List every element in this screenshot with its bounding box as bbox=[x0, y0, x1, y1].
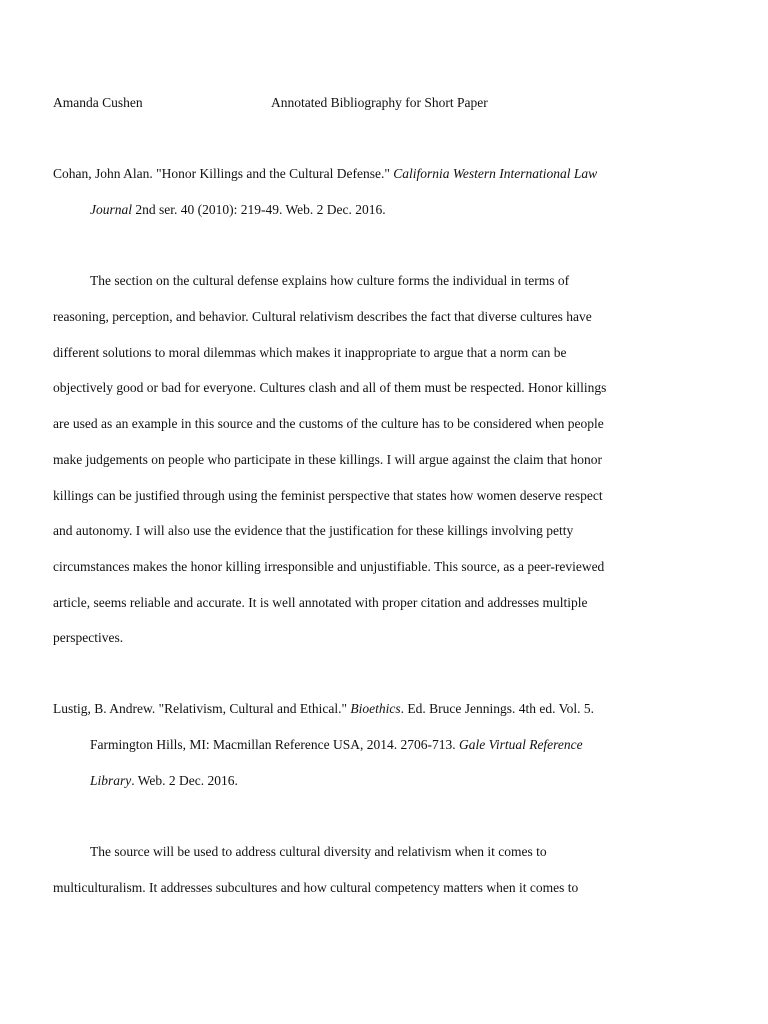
document-title: Annotated Bibliography for Short Paper bbox=[271, 95, 488, 110]
citation-1-journal: California Western International Law bbox=[393, 166, 598, 181]
citation-1-text: Cohan, John Alan. "Honor Killings and the Cultural Defense." bbox=[53, 166, 394, 181]
citation-1-details: 2nd ser. 40 (2010): 219-49. Web. 2 Dec. 2016. bbox=[132, 202, 386, 217]
annotation-1-line: killings can be justified through using the feminist perspective that states how women deserve respect bbox=[53, 488, 603, 503]
annotation-2-line: The source will be used to address cultural diversity and relativism when it comes to bbox=[90, 844, 547, 859]
citation-2-access: . Web. 2 Dec. 2016. bbox=[131, 773, 238, 788]
citation-2-database: Gale Virtual Reference bbox=[458, 737, 583, 752]
annotation-1-line: and autonomy. I will also use the evidence that the justification for these killings involving petty bbox=[53, 523, 574, 538]
citation-2-line-3 bbox=[90, 772, 238, 790]
annotation-1-line: perspectives. bbox=[53, 630, 124, 645]
citation-1-line-2 bbox=[90, 201, 386, 219]
annotation-1-line: reasoning, perception, and behavior. Cultural relativism describes the fact that diverse cultures have bbox=[53, 309, 592, 324]
citation-2-text: Lustig, B. Andrew. "Relativism, Cultural and Ethical." bbox=[53, 701, 351, 716]
annotation-1-line: objectively good or bad for everyone. Cultures clash and all of them must be respected. Honor killings bbox=[53, 380, 607, 395]
annotation-1-line: different solutions to moral dilemmas which makes it inappropriate to argue that a norm can be bbox=[53, 345, 567, 360]
annotation-1-line: make judgements on people who participate in these killings. I will argue against the claim that honor bbox=[53, 452, 602, 467]
citation-2-publisher: Farmington Hills, MI: Macmillan Reference USA, 2014. 2706-713. bbox=[90, 737, 459, 752]
citation-2-details: . Ed. Bruce Jennings. 4th ed. Vol. 5. bbox=[400, 701, 594, 716]
citation-2-line-1 bbox=[53, 700, 594, 718]
citation-2-book: Bioethics bbox=[350, 701, 401, 716]
annotation-2-line: multiculturalism. It addresses subcultures and how cultural competency matters when it comes to bbox=[53, 880, 579, 895]
annotation-1-line: The section on the cultural defense explains how culture forms the individual in terms of bbox=[90, 273, 570, 288]
annotation-1-line: are used as an example in this source and the customs of the culture has to be considered when people bbox=[53, 416, 604, 431]
citation-1-line-1 bbox=[53, 165, 597, 183]
citation-1-journal-cont: Journal bbox=[90, 202, 132, 217]
citation-2-line-2 bbox=[90, 736, 583, 754]
author-name: Amanda Cushen bbox=[53, 95, 143, 110]
annotation-1-line: circumstances makes the honor killing irresponsible and unjustifiable. This source, as a peer-reviewed bbox=[53, 559, 605, 574]
citation-2-database-cont: Library bbox=[90, 773, 132, 788]
annotation-1-line: article, seems reliable and accurate. It is well annotated with proper citation and addresses multiple bbox=[53, 595, 588, 610]
